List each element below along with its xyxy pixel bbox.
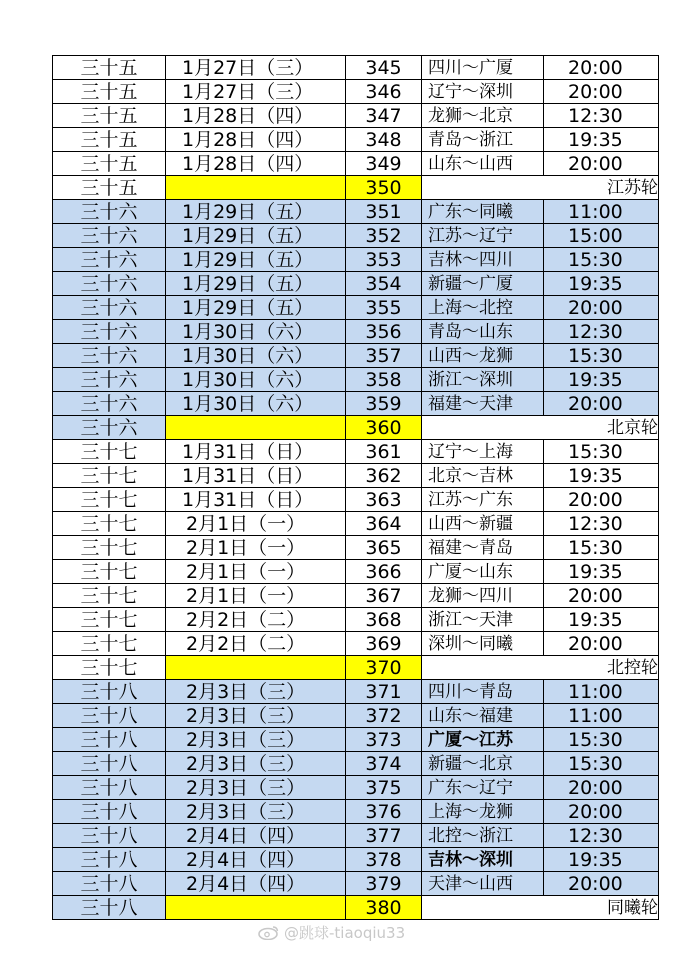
tipoff-time-cell: 20:00 xyxy=(544,632,659,656)
date-cell: 1月28日（四） xyxy=(166,104,346,128)
table-row xyxy=(53,632,659,656)
tipoff-time-cell: 15:30 xyxy=(544,248,659,272)
matchup-cell: 龙狮～四川 xyxy=(422,584,544,608)
matchup-cell: 山东～福建 xyxy=(422,704,544,728)
round-cell: 三十六 xyxy=(53,272,166,296)
tipoff-time-cell: 15:30 xyxy=(544,440,659,464)
tipoff-time-cell: 11:00 xyxy=(544,680,659,704)
matchup-cell: 浙江～深圳 xyxy=(422,368,544,392)
tipoff-time-cell: 15:30 xyxy=(544,752,659,776)
matchup-cell: 福建～青岛 xyxy=(422,536,544,560)
tipoff-time-cell: 12:30 xyxy=(544,512,659,536)
round-cell: 三十五 xyxy=(53,152,166,176)
tipoff-time-cell: 19:35 xyxy=(544,608,659,632)
tipoff-time-cell: 20:00 xyxy=(544,392,659,416)
game-number-cell: 375 xyxy=(346,776,422,800)
tipoff-time-cell: 19:35 xyxy=(544,272,659,296)
weibo-icon xyxy=(258,924,280,940)
matchup-cell: 龙狮～北京 xyxy=(422,104,544,128)
matchup-cell: 吉林～四川 xyxy=(422,248,544,272)
date-cell: 2月3日（三） xyxy=(166,800,346,824)
game-number-cell: 358 xyxy=(346,368,422,392)
round-cell: 三十八 xyxy=(53,800,166,824)
rest-cell: 北控轮 xyxy=(422,656,659,680)
rest-row xyxy=(53,176,659,200)
table-row xyxy=(53,584,659,608)
round-cell: 三十七 xyxy=(53,464,166,488)
round-cell: 三十八 xyxy=(53,776,166,800)
round-cell: 三十六 xyxy=(53,392,166,416)
date-cell: 2月4日（四） xyxy=(166,848,346,872)
tipoff-time-cell: 12:30 xyxy=(544,824,659,848)
table-row xyxy=(53,728,659,752)
table-row xyxy=(53,296,659,320)
round-cell: 三十七 xyxy=(53,584,166,608)
tipoff-time-cell: 19:35 xyxy=(544,368,659,392)
date-cell: 1月31日（日） xyxy=(166,440,346,464)
game-number-cell: 380 xyxy=(346,896,422,920)
matchup-cell: 山西～新疆 xyxy=(422,512,544,536)
game-number-cell: 363 xyxy=(346,488,422,512)
game-number-cell: 378 xyxy=(346,848,422,872)
game-number-cell: 354 xyxy=(346,272,422,296)
table-row xyxy=(53,704,659,728)
matchup-cell: 辽宁～深圳 xyxy=(422,80,544,104)
game-number-cell: 360 xyxy=(346,416,422,440)
matchup-cell: 四川～广厦 xyxy=(422,56,544,80)
round-cell: 三十八 xyxy=(53,848,166,872)
game-number-cell: 373 xyxy=(346,728,422,752)
game-number-cell: 355 xyxy=(346,296,422,320)
game-number-cell: 368 xyxy=(346,608,422,632)
round-cell: 三十八 xyxy=(53,872,166,896)
round-cell: 三十五 xyxy=(53,80,166,104)
game-number-cell: 352 xyxy=(346,224,422,248)
matchup-cell: 广东～辽宁 xyxy=(422,776,544,800)
table-row xyxy=(53,56,659,80)
game-number-cell: 356 xyxy=(346,320,422,344)
game-number-cell: 374 xyxy=(346,752,422,776)
date-cell: 1月31日（日） xyxy=(166,488,346,512)
round-cell: 三十七 xyxy=(53,632,166,656)
matchup-cell: 浙江～天津 xyxy=(422,608,544,632)
tipoff-time-cell: 15:30 xyxy=(544,536,659,560)
tipoff-time-cell: 20:00 xyxy=(544,56,659,80)
round-cell: 三十八 xyxy=(53,728,166,752)
tipoff-time-cell: 20:00 xyxy=(544,488,659,512)
game-number-cell: 377 xyxy=(346,824,422,848)
matchup-cell: 广厦～山东 xyxy=(422,560,544,584)
matchup-cell: 广东～同曦 xyxy=(422,200,544,224)
date-cell xyxy=(166,896,346,920)
game-number-cell: 379 xyxy=(346,872,422,896)
round-cell: 三十七 xyxy=(53,608,166,632)
tipoff-time-cell: 15:30 xyxy=(544,344,659,368)
matchup-cell: 辽宁～上海 xyxy=(422,440,544,464)
table-row xyxy=(53,104,659,128)
table-row xyxy=(53,512,659,536)
date-cell: 2月1日（一） xyxy=(166,560,346,584)
date-cell: 2月3日（三） xyxy=(166,728,346,752)
date-cell: 1月29日（五） xyxy=(166,296,346,320)
date-cell: 1月29日（五） xyxy=(166,200,346,224)
date-cell: 2月3日（三） xyxy=(166,704,346,728)
table-row xyxy=(53,560,659,584)
matchup-cell: 江苏～辽宁 xyxy=(422,224,544,248)
round-cell: 三十五 xyxy=(53,56,166,80)
round-cell: 三十七 xyxy=(53,560,166,584)
table-row xyxy=(53,272,659,296)
matchup-cell: 北控～浙江 xyxy=(422,824,544,848)
table-row xyxy=(53,320,659,344)
round-cell: 三十七 xyxy=(53,656,166,680)
matchup-cell: 吉林～深圳 xyxy=(422,848,544,872)
game-number-cell: 346 xyxy=(346,80,422,104)
table-row xyxy=(53,80,659,104)
tipoff-time-cell: 19:35 xyxy=(544,560,659,584)
date-cell: 1月29日（五） xyxy=(166,248,346,272)
game-number-cell: 348 xyxy=(346,128,422,152)
table-row xyxy=(53,872,659,896)
matchup-cell: 新疆～北京 xyxy=(422,752,544,776)
game-number-cell: 366 xyxy=(346,560,422,584)
schedule-body xyxy=(53,56,659,920)
date-cell: 2月1日（一） xyxy=(166,512,346,536)
round-cell: 三十五 xyxy=(53,176,166,200)
tipoff-time-cell: 12:30 xyxy=(544,320,659,344)
round-cell: 三十六 xyxy=(53,200,166,224)
game-number-cell: 351 xyxy=(346,200,422,224)
game-number-cell: 357 xyxy=(346,344,422,368)
table-row xyxy=(53,752,659,776)
round-cell: 三十六 xyxy=(53,224,166,248)
date-cell: 1月28日（四） xyxy=(166,152,346,176)
table-row xyxy=(53,536,659,560)
date-cell: 1月30日（六） xyxy=(166,392,346,416)
round-cell: 三十六 xyxy=(53,320,166,344)
rest-cell: 北京轮 xyxy=(422,416,659,440)
game-number-cell: 359 xyxy=(346,392,422,416)
round-cell: 三十五 xyxy=(53,128,166,152)
round-cell: 三十六 xyxy=(53,368,166,392)
date-cell: 2月1日（一） xyxy=(166,536,346,560)
table-row xyxy=(53,248,659,272)
table-row xyxy=(53,152,659,176)
matchup-cell: 福建～天津 xyxy=(422,392,544,416)
tipoff-time-cell: 20:00 xyxy=(544,152,659,176)
rest-row xyxy=(53,416,659,440)
date-cell xyxy=(166,416,346,440)
table-row xyxy=(53,680,659,704)
rest-row xyxy=(53,896,659,920)
round-cell: 三十八 xyxy=(53,680,166,704)
tipoff-time-cell: 20:00 xyxy=(544,80,659,104)
game-number-cell: 365 xyxy=(346,536,422,560)
table-row xyxy=(53,392,659,416)
game-number-cell: 347 xyxy=(346,104,422,128)
round-cell: 三十八 xyxy=(53,752,166,776)
watermark xyxy=(258,922,405,943)
matchup-cell: 新疆～广厦 xyxy=(422,272,544,296)
table-row xyxy=(53,368,659,392)
game-number-cell: 376 xyxy=(346,800,422,824)
tipoff-time-cell: 11:00 xyxy=(544,704,659,728)
date-cell: 2月1日（一） xyxy=(166,584,346,608)
table-row xyxy=(53,608,659,632)
schedule-sheet xyxy=(52,55,658,920)
table-row xyxy=(53,800,659,824)
date-cell xyxy=(166,176,346,200)
date-cell: 2月3日（三） xyxy=(166,776,346,800)
game-number-cell: 350 xyxy=(346,176,422,200)
tipoff-time-cell: 15:30 xyxy=(544,728,659,752)
table-row xyxy=(53,848,659,872)
round-cell: 三十六 xyxy=(53,296,166,320)
table-row xyxy=(53,128,659,152)
tipoff-time-cell: 20:00 xyxy=(544,296,659,320)
round-cell: 三十七 xyxy=(53,512,166,536)
game-number-cell: 362 xyxy=(346,464,422,488)
matchup-cell: 上海～龙狮 xyxy=(422,800,544,824)
table-row xyxy=(53,200,659,224)
table-row xyxy=(53,488,659,512)
date-cell: 2月4日（四） xyxy=(166,872,346,896)
matchup-cell: 山东～山西 xyxy=(422,152,544,176)
round-cell: 三十八 xyxy=(53,824,166,848)
round-cell: 三十六 xyxy=(53,344,166,368)
matchup-cell: 江苏～广东 xyxy=(422,488,544,512)
tipoff-time-cell: 11:00 xyxy=(544,200,659,224)
round-cell: 三十六 xyxy=(53,416,166,440)
rest-cell: 江苏轮 xyxy=(422,176,659,200)
table-row xyxy=(53,776,659,800)
matchup-cell: 上海～北控 xyxy=(422,296,544,320)
tipoff-time-cell: 19:35 xyxy=(544,848,659,872)
matchup-cell: 北京～吉林 xyxy=(422,464,544,488)
round-cell: 三十七 xyxy=(53,488,166,512)
date-cell: 1月29日（五） xyxy=(166,272,346,296)
matchup-cell: 深圳～同曦 xyxy=(422,632,544,656)
date-cell: 2月2日（二） xyxy=(166,608,346,632)
date-cell xyxy=(166,656,346,680)
round-cell: 三十七 xyxy=(53,440,166,464)
date-cell: 1月27日（三） xyxy=(166,56,346,80)
table-row xyxy=(53,440,659,464)
rest-cell: 同曦轮 xyxy=(422,896,659,920)
tipoff-time-cell: 19:35 xyxy=(544,128,659,152)
tipoff-time-cell: 20:00 xyxy=(544,776,659,800)
rest-row xyxy=(53,656,659,680)
date-cell: 1月28日（四） xyxy=(166,128,346,152)
schedule-table xyxy=(52,55,659,920)
round-cell: 三十七 xyxy=(53,536,166,560)
round-cell: 三十五 xyxy=(53,104,166,128)
matchup-cell: 山西～龙狮 xyxy=(422,344,544,368)
round-cell: 三十八 xyxy=(53,896,166,920)
date-cell: 2月3日（三） xyxy=(166,680,346,704)
date-cell: 2月4日（四） xyxy=(166,824,346,848)
game-number-cell: 367 xyxy=(346,584,422,608)
matchup-cell: 青岛～浙江 xyxy=(422,128,544,152)
matchup-cell: 天津～山西 xyxy=(422,872,544,896)
tipoff-time-cell: 15:00 xyxy=(544,224,659,248)
tipoff-time-cell: 20:00 xyxy=(544,872,659,896)
game-number-cell: 349 xyxy=(346,152,422,176)
watermark-text: @跳球-tiaoqiu33 xyxy=(284,924,406,942)
date-cell: 2月3日（三） xyxy=(166,752,346,776)
date-cell: 2月2日（二） xyxy=(166,632,346,656)
tipoff-time-cell: 20:00 xyxy=(544,800,659,824)
game-number-cell: 372 xyxy=(346,704,422,728)
game-number-cell: 369 xyxy=(346,632,422,656)
game-number-cell: 353 xyxy=(346,248,422,272)
matchup-cell: 四川～青岛 xyxy=(422,680,544,704)
table-row xyxy=(53,224,659,248)
game-number-cell: 370 xyxy=(346,656,422,680)
round-cell: 三十六 xyxy=(53,248,166,272)
table-row xyxy=(53,344,659,368)
date-cell: 1月27日（三） xyxy=(166,80,346,104)
game-number-cell: 371 xyxy=(346,680,422,704)
game-number-cell: 345 xyxy=(346,56,422,80)
tipoff-time-cell: 20:00 xyxy=(544,584,659,608)
date-cell: 1月30日（六） xyxy=(166,320,346,344)
game-number-cell: 361 xyxy=(346,440,422,464)
date-cell: 1月30日（六） xyxy=(166,344,346,368)
tipoff-time-cell: 12:30 xyxy=(544,104,659,128)
date-cell: 1月30日（六） xyxy=(166,368,346,392)
game-number-cell: 364 xyxy=(346,512,422,536)
table-row xyxy=(53,464,659,488)
round-cell: 三十八 xyxy=(53,704,166,728)
matchup-cell: 青岛～山东 xyxy=(422,320,544,344)
table-row xyxy=(53,824,659,848)
tipoff-time-cell: 19:35 xyxy=(544,464,659,488)
date-cell: 1月29日（五） xyxy=(166,224,346,248)
date-cell: 1月31日（日） xyxy=(166,464,346,488)
matchup-cell: 广厦～江苏 xyxy=(422,728,544,752)
